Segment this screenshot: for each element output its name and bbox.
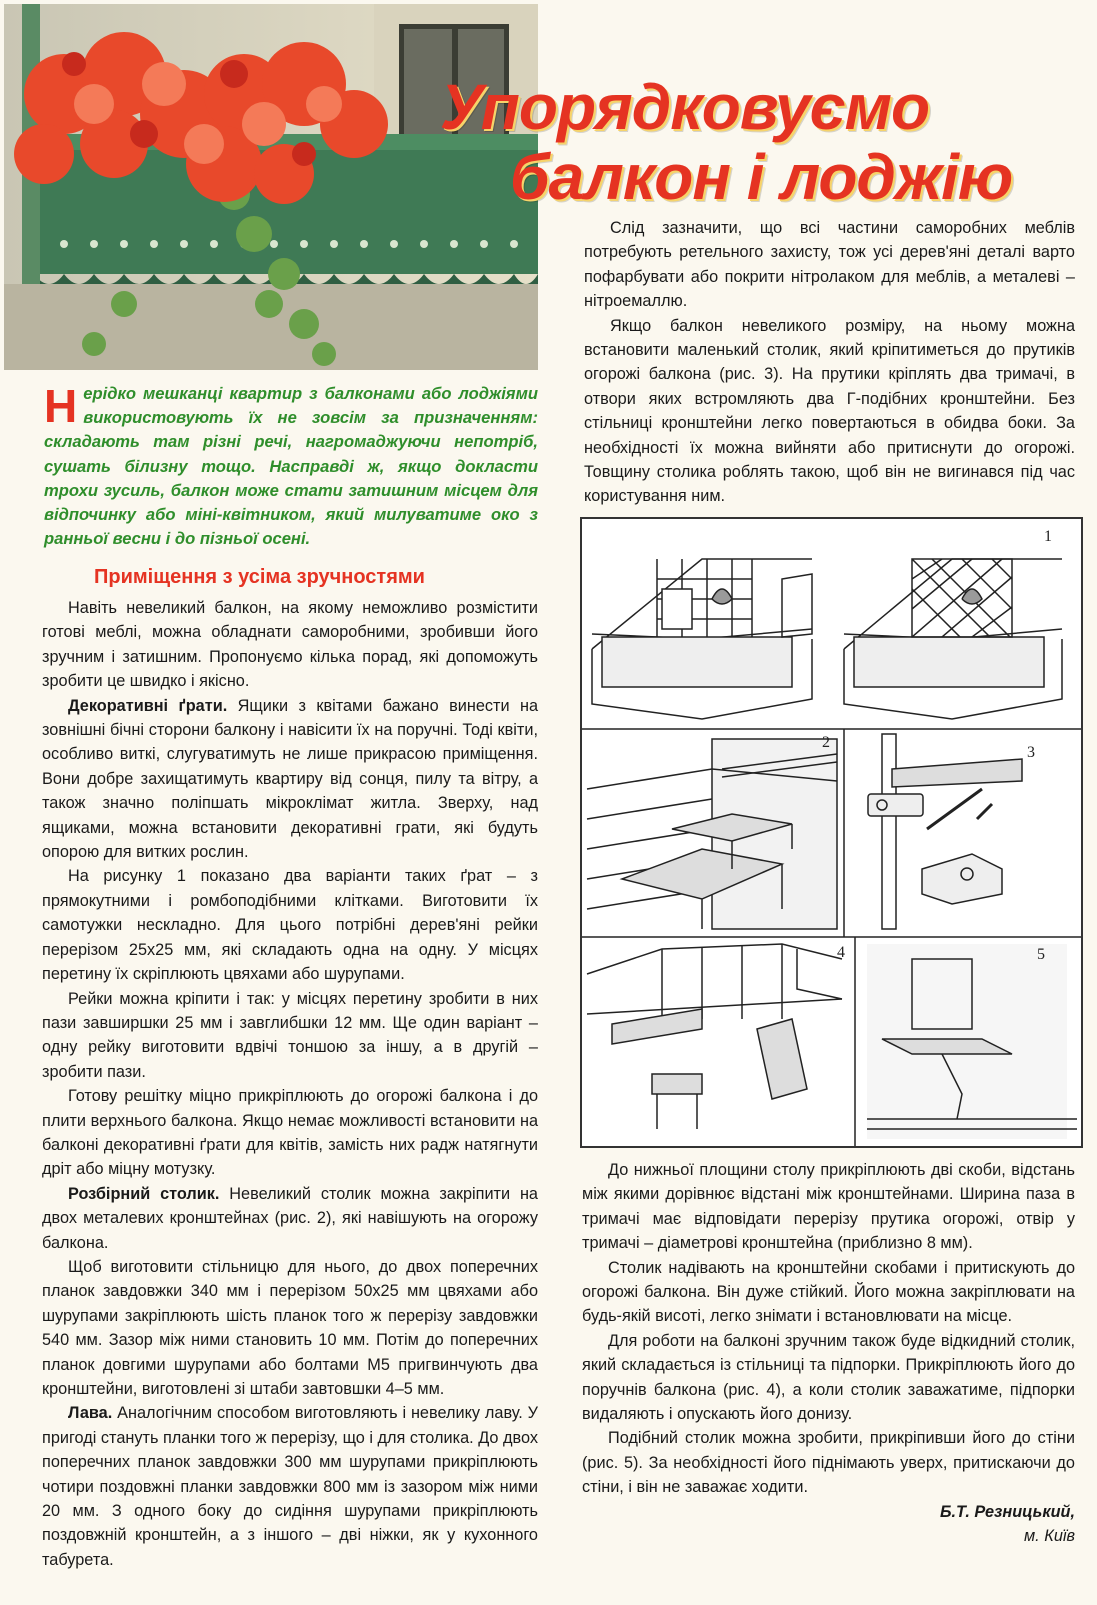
right-column-top [584,216,1075,509]
figure-5-wall-table [867,944,1077,1139]
paragraph-text: Аналогічним способом виготовляють і невелику лаву. У пригоді стануть планки того ж перерізу, що і для столика. До двох поперечних планок завдовжки 300 мм шурупами прикріплюють чотири поздовжні планки завдовжки 800 мм із зазором між ними 20 мм. З одного боку до сидіння шурупами прикріплюють поздовжній кронштейн, а з іншого – дві ніжки, як у кухонного табурета. [42,1404,538,1569]
figure-4-number: 4 [837,944,845,961]
paragraph: Щоб виготовити стільницю для нього, до двох поперечних планок завдовжки 340 мм і перерізом 50х25 мм цвяхами або шурупами закріплюють шість планок того ж перерізу завдовжки 540 мм. Зазор між ними становить 10 мм. Потім до поперечних планок довгими шурупами або болтами М5 пригвинчують два кронштейни, виготовлені зі штаби завтовшки 4–5 мм. [42,1257,538,1398]
paragraph: Подібний столик можна зробити, прикріпивши його до стіни (рис. 5). За необхідності його піднімають уверх, притискаючи до стіни, і він не заважає ходити. [582,1429,1075,1497]
figure-3-number: 3 [1027,744,1035,761]
figure-4-folding-table [587,944,845,1129]
illustrations-figure [580,517,1083,1148]
lead-text: ерідко мешканці квартир з балконами або лоджіями використовують їх не зовсім за призначенням: складають там різні речі, нагромаджуючи непотріб, сушать білизну тощо. Насправді ж, якщо докласти трохи зусиль, балкон може стати затишним місцем для відпочинку або міні-квітником, який милуватиме око з ранньої весни і до пізньої осені. [44,384,538,549]
figure-2-table-and-bench [587,734,837,929]
paragraph: Якщо балкон невеликого розміру, на ньому можна встановити маленький столик, який кріпитиметься до прутиків огорожі балкона (рис. 3). На прутики кріплять два тримачі, в отвори яких встромляють два Г-подібних кронштейни. Без стільниці кронштейни легко повертаються в обидва боки. За необхідності їх можна вийняти або притиснути до огорожі. Товщину столика роблять такою, щоб він не вигинався під час користування ним. [584,316,1075,506]
paragraph [42,1182,538,1255]
paragraph: До нижньої площини столу прикріплюють дві скоби, відстань між якими дорівнює відстані між кронштейнами. Ширина паза в тримачі має відповідати перерізу прутика огорожі, отвір у тримачі – діаметрові кронштейна (приблизно 8 мм). [582,1161,1075,1253]
paragraph: Готову решітку міцно прикріплюють до огорожі балкона і до плити верхнього балкона. Якщо немає можливості встановити на балконі декоративні ґрати для квітів, замість них радж натягнути дріт або міцну мотузку. [42,1087,538,1179]
run-in-heading: Лава. [68,1404,113,1423]
paragraph: Для роботи на балконі зручним також буде відкидний столик, який складається із стільниці та підпорки. Прикріплюють його до поручнів балкона (рис. 4), а коли столик заважатиме, підпорки видаляють і опускають його донизу. [582,1331,1075,1424]
author-name: Б.Т. Резницький, [939,1502,1075,1521]
paragraph: Рейки можна кріпити і так: у місцях перетину зробити в них пази завширшки 25 мм і завглибшки 12 мм. Ще один варіант – одну рейку виготовити вдвічі тоншою за іншу, а в другій – зробити пази. [42,989,538,1081]
paragraph [42,1401,538,1572]
lead-paragraph [44,382,538,551]
article-title [440,72,1090,212]
paragraph [42,694,538,865]
paragraph: Столик надівають на кронштейни скобами і притискують до огорожі балкона. Він дуже стійкий. Його можна закріплювати на будь-якій висоті, легко знімати і встановлювати на місце. [582,1258,1075,1326]
title-line-1: Упорядковуємо [440,71,930,143]
section-heading: Приміщення з усіма зручностями [94,566,425,588]
figure-2-number: 2 [822,734,830,751]
left-column [42,596,538,1572]
drop-cap: Н [44,380,78,432]
author-city: м. Київ [1024,1527,1075,1546]
paragraph: На рисунку 1 показано два варіанти таких ґрат – з прямокутними і ромбоподібними клітками. Виготовити їх самотужки нескладно. Для цього потрібні дерев'яні рейки перерізом 25х25 мм, які складають одна на одну. У місцях перетину їх скріплюють цвяхами або шурупами. [42,867,538,984]
figure-1-rhomboid-grid [844,528,1062,719]
run-in-heading: Декоративні ґрати. [68,696,228,715]
paragraph-text: Ящики з квітами бажано винести на зовнішні бічні сторони балкону і навісити їх на поручні. Тоді квіти, особливо виткі, слугуватимуть не лише прикрасою приміщення. Вони добре захищатимуть квартиру від сонця, пилу та вітру, а також значно поліпшать мікроклімат житла. Зверху, над ящиками, можна встановити декоративні грати, які будуть опорою для витких рослин. [42,696,538,862]
paragraph: Слід зазначити, що всі частини саморобних меблів потребують ретельного захисту, тож усі дерев'яні деталі варто пофарбувати або покрити нітролаком для меблів, а металеві – нітроемаллю. [584,219,1075,311]
run-in-heading: Розбірний столик. [68,1184,220,1203]
figure-1-rectangular-grid [592,559,812,719]
title-line-2: балкон і лоджію [510,141,1013,213]
figure-5-number: 5 [1037,946,1045,963]
figure-1-number: 1 [1044,528,1052,545]
right-column-bottom [582,1158,1075,1549]
paragraph: Навіть невеликий балкон, на якому неможливо розмістити готові меблі, можна обладнати саморобними, зробивши його зручним і затишним. Пропонуємо кілька порад, які допоможуть зробити це швидко і якісно. [42,599,538,691]
figure-3-bracket-detail [868,734,1035,929]
paragraph-text: Невеликий столик можна закріпити на двох металевих кронштейнах (рис. 2), які навішують на огорожу балкона. [42,1184,538,1252]
